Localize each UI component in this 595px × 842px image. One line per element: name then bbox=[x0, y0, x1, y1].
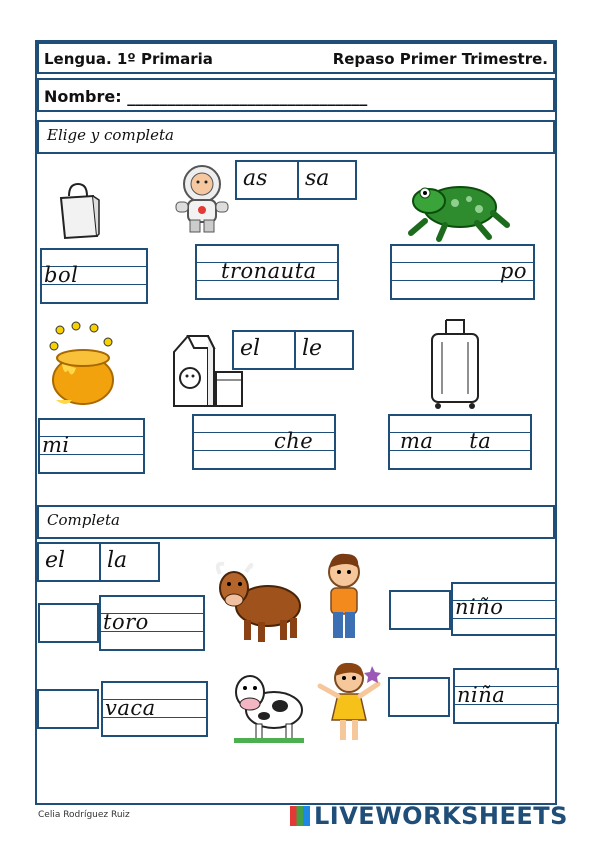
liveworksheets-logo bbox=[290, 802, 568, 830]
syllable-el[interactable]: el bbox=[240, 336, 261, 361]
article-choice bbox=[37, 542, 160, 582]
answer-box-mi[interactable] bbox=[38, 418, 145, 474]
section1-title: Elige y completa bbox=[47, 126, 174, 144]
name-bar bbox=[37, 78, 555, 112]
answer-box-nino[interactable] bbox=[451, 582, 557, 636]
word-nino: niño bbox=[455, 595, 504, 619]
bag-icon bbox=[55, 182, 101, 240]
article-blank-nina[interactable] bbox=[388, 677, 450, 717]
section1-header bbox=[37, 120, 555, 154]
section2-header bbox=[37, 505, 555, 539]
cow-icon bbox=[230, 664, 306, 744]
subject-title: Lengua. 1º Primaria bbox=[44, 50, 213, 68]
answer-box-nina[interactable] bbox=[453, 668, 559, 724]
word-po: po bbox=[499, 259, 527, 283]
article-blank-nino[interactable] bbox=[389, 590, 451, 630]
section2-title: Completa bbox=[47, 511, 120, 529]
syllable-le[interactable]: le bbox=[302, 336, 323, 361]
name-label: Nombre: ______________________________ bbox=[44, 87, 368, 106]
article-el[interactable]: el bbox=[45, 548, 66, 573]
author-credit: Celia Rodríguez Ruiz bbox=[38, 810, 130, 820]
boy-icon bbox=[318, 550, 370, 644]
word-tronauta: tronauta bbox=[221, 259, 317, 283]
word-bol: bol bbox=[44, 263, 79, 287]
syllable-choice-row2 bbox=[232, 330, 354, 370]
word-mi: mi bbox=[42, 433, 70, 457]
honey-pot-icon bbox=[46, 320, 120, 408]
girl-icon bbox=[316, 658, 382, 744]
syllable-as[interactable]: as bbox=[243, 166, 268, 191]
review-title: Repaso Primer Trimestre. bbox=[332, 50, 548, 68]
article-blank-vaca[interactable] bbox=[37, 689, 99, 729]
astronaut-icon bbox=[168, 162, 236, 234]
answer-box-che[interactable] bbox=[192, 414, 336, 470]
syllable-sa[interactable]: sa bbox=[305, 166, 330, 191]
word-vaca: vaca bbox=[105, 696, 156, 720]
answer-box-bol[interactable] bbox=[40, 248, 148, 304]
syllable-choice-row1 bbox=[235, 160, 357, 200]
brand-text: LIVEWORKSHEETS bbox=[314, 802, 568, 830]
answer-box-toro[interactable] bbox=[99, 595, 205, 651]
article-blank-toro[interactable] bbox=[38, 603, 99, 643]
article-la[interactable]: la bbox=[107, 548, 128, 573]
word-nina: niña bbox=[457, 683, 506, 707]
title-bar bbox=[37, 42, 555, 74]
word-che: che bbox=[274, 429, 314, 453]
answer-box-maleta[interactable] bbox=[388, 414, 532, 470]
bull-icon bbox=[210, 558, 304, 644]
word-ma-ta: ma ta bbox=[400, 429, 492, 453]
frog-icon bbox=[405, 175, 510, 243]
answer-box-tronauta[interactable] bbox=[195, 244, 339, 300]
suitcase-icon bbox=[428, 318, 482, 410]
answer-box-po[interactable] bbox=[390, 244, 535, 300]
word-toro: toro bbox=[103, 610, 149, 634]
answer-box-vaca[interactable] bbox=[101, 681, 208, 737]
